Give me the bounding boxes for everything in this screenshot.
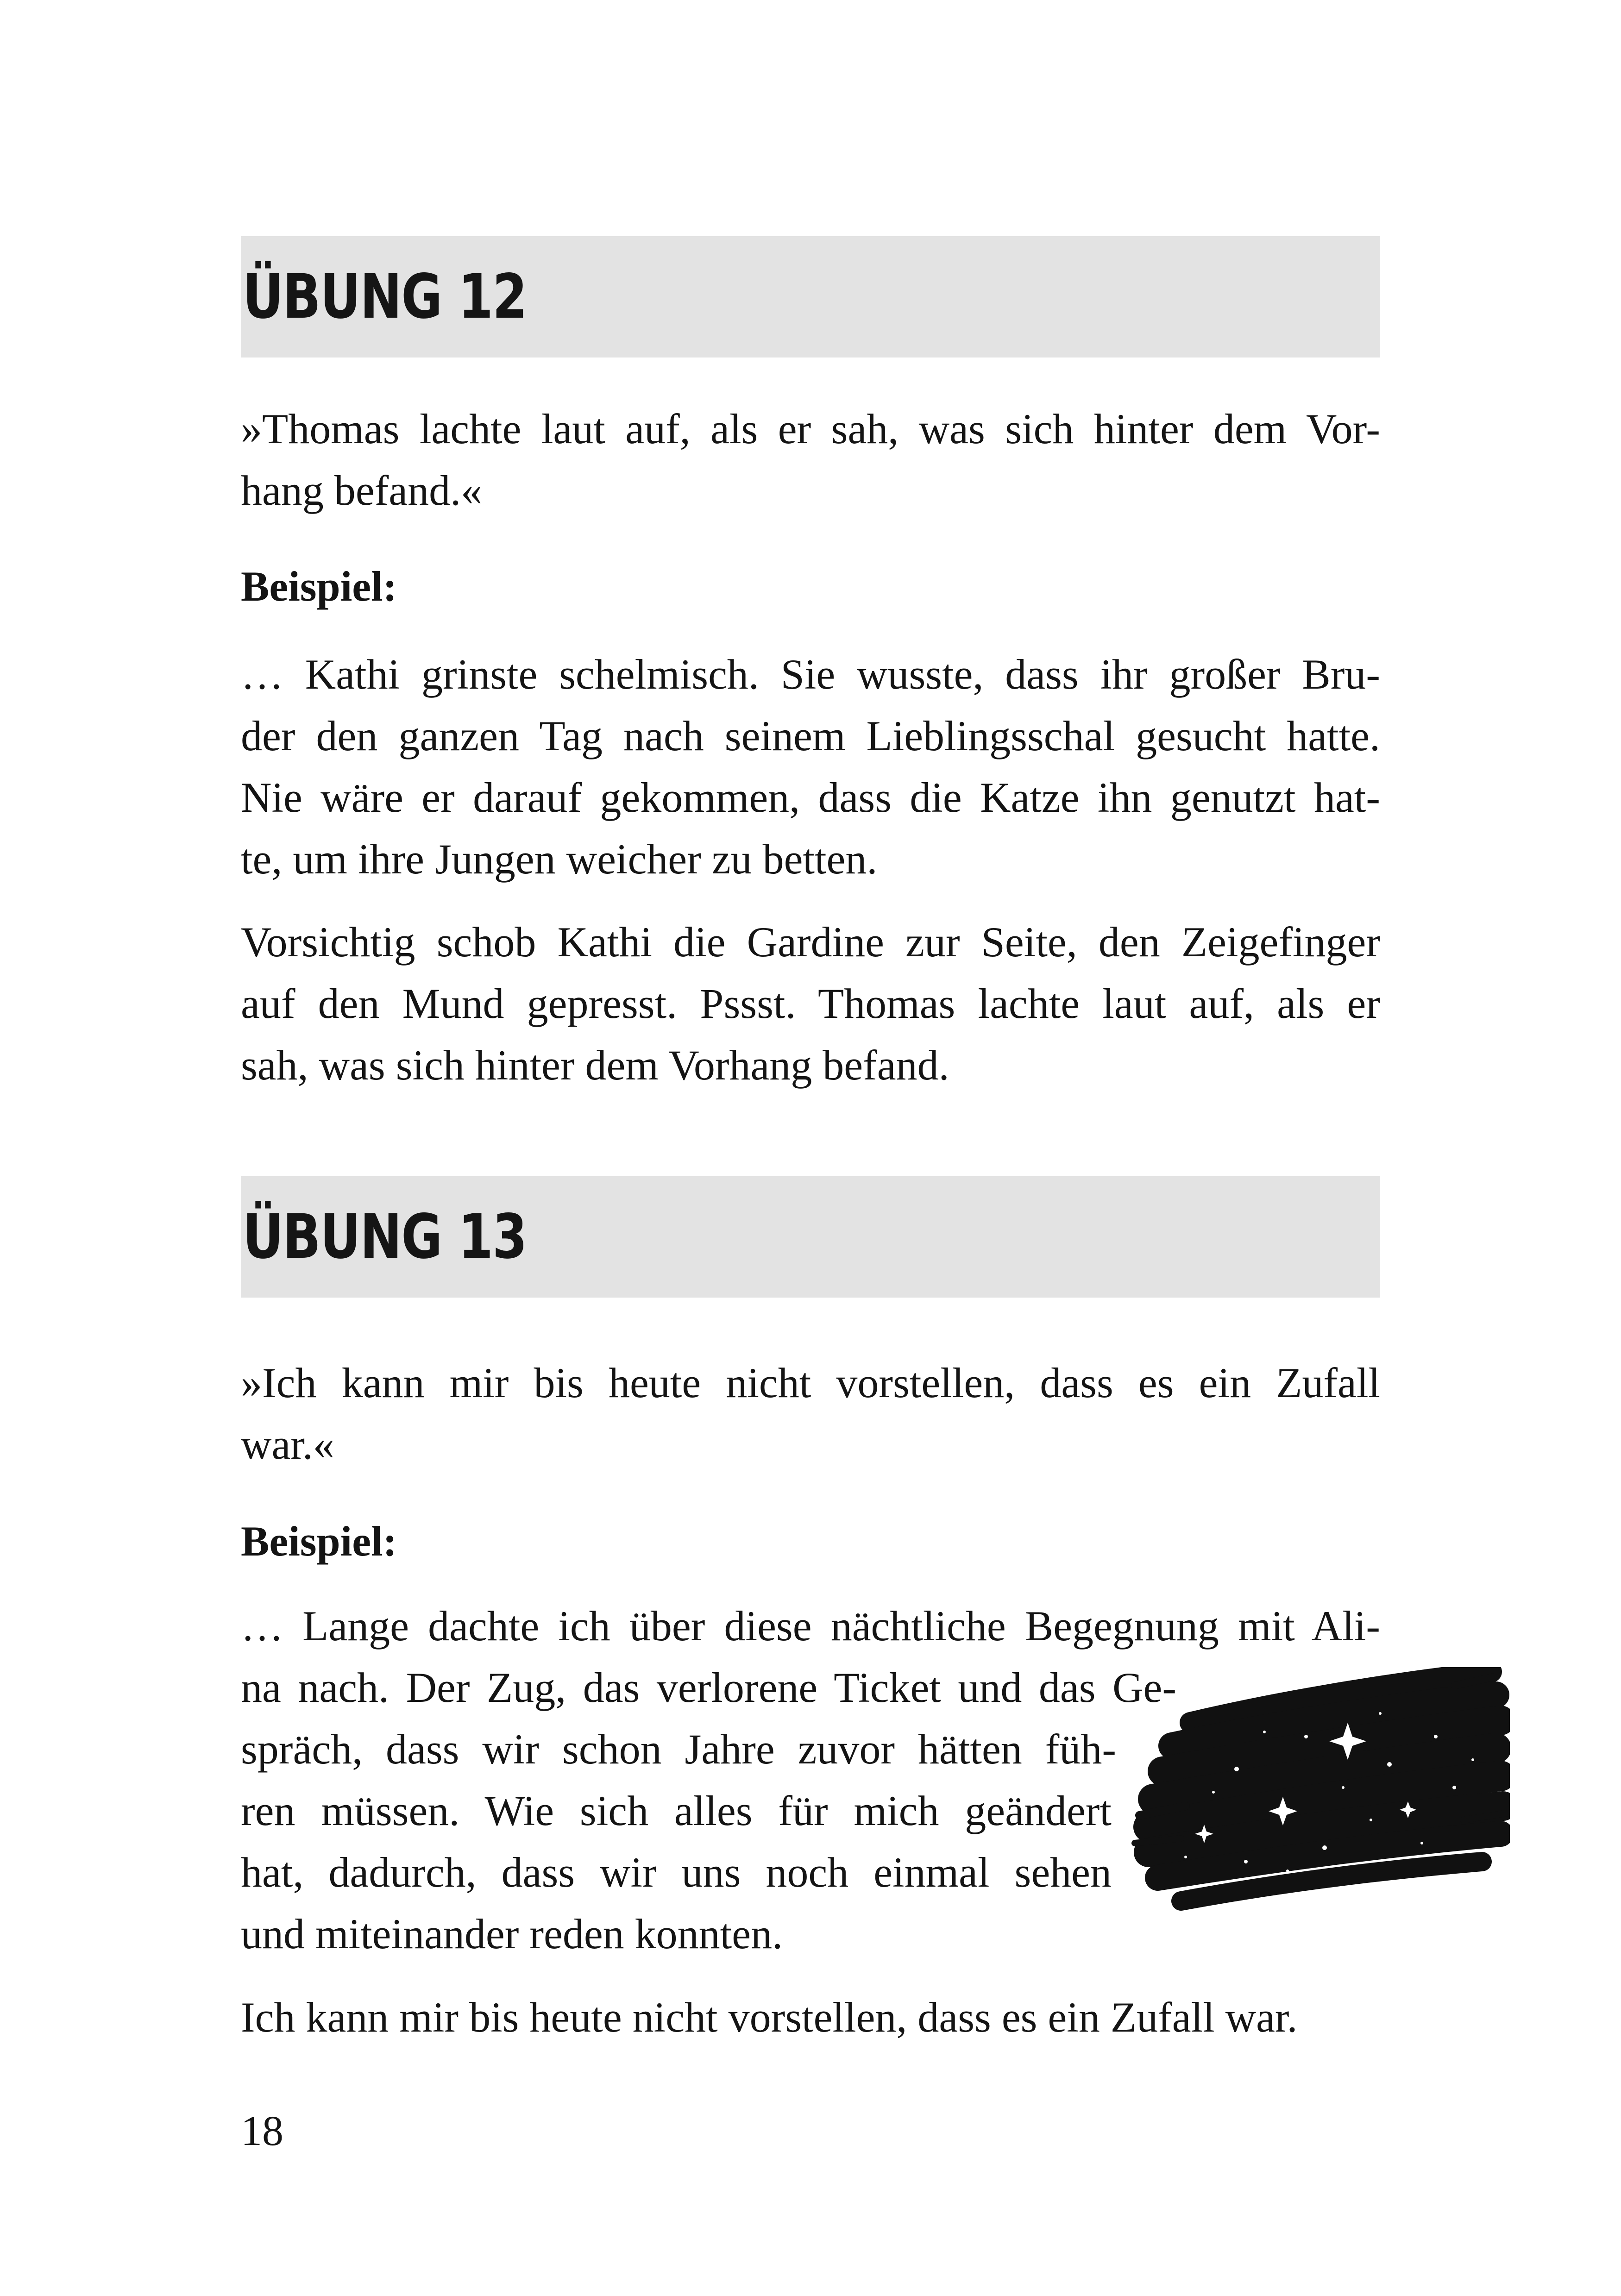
exercise-13-heading: ÜBUNG 13 — [243, 1201, 527, 1273]
exercise-12-example-line-3: Nie wäre er darauf gekommen, dass die Katze ihn genutzt hat- — [241, 774, 1380, 821]
exercise-12-example-label: Beispiel: — [241, 563, 397, 610]
exercise-13-prompt-line-1: »Ich kann mir bis heute nicht vorstellen, dass es ein Zufall — [241, 1359, 1380, 1406]
exercise-13-example-line-1: … Lange dachte ich über diese nächtliche Begegnung mit Ali- — [241, 1602, 1380, 1650]
exercise-12-story-line-1: Vorsichtig schob Kathi die Gardine zur Seite, den Zeigefinger — [241, 918, 1380, 966]
night-sky-scribble-icon — [1130, 1667, 1510, 1926]
exercise-13-example-line-2: na nach. Der Zug, das verlorene Ticket und das Ge- — [241, 1664, 1176, 1711]
exercise-13-example-line-3: spräch, dass wir schon Jahre zuvor hätten füh- — [241, 1725, 1116, 1773]
exercise-12-example-line-2: der den ganzen Tag nach seinem Lieblingsschal gesucht hatte. — [241, 712, 1380, 759]
exercise-13-example-line-5: hat, dadurch, dass wir uns noch einmal sehen — [241, 1849, 1112, 1896]
exercise-12-story-line-3: sah, was sich hinter dem Vorhang befand. — [241, 1041, 949, 1089]
exercise-13-example-line-6: und miteinander reden konnten. — [241, 1910, 783, 1957]
page-number: 18 — [241, 2107, 283, 2154]
exercise-13-example-line-4: ren müssen. Wie sich alles für mich geändert — [241, 1787, 1112, 1834]
exercise-12-heading-band — [241, 236, 1380, 358]
exercise-12-example-line-1: … Kathi grinste schelmisch. Sie wusste, dass ihr großer Bru- — [241, 651, 1380, 698]
exercise-12-prompt-line-2: hang befand.« — [241, 467, 483, 514]
exercise-13-prompt-line-2: war.« — [241, 1421, 334, 1468]
exercise-12-example-line-4: te, um ihre Jungen weicher zu betten. — [241, 835, 878, 883]
exercise-12-heading: ÜBUNG 12 — [243, 261, 527, 332]
exercise-12-story-line-2: auf den Mund gepresst. Pssst. Thomas lachte laut auf, als er — [241, 980, 1380, 1027]
exercise-13-heading-band — [241, 1176, 1380, 1298]
exercise-12-prompt-line-1: »Thomas lachte laut auf, als er sah, was sich hinter dem Vor- — [241, 405, 1380, 452]
exercise-13-example-label: Beispiel: — [241, 1518, 397, 1565]
exercise-13-story-line-1: Ich kann mir bis heute nicht vorstellen, dass es ein Zufall war. — [241, 1994, 1298, 2041]
